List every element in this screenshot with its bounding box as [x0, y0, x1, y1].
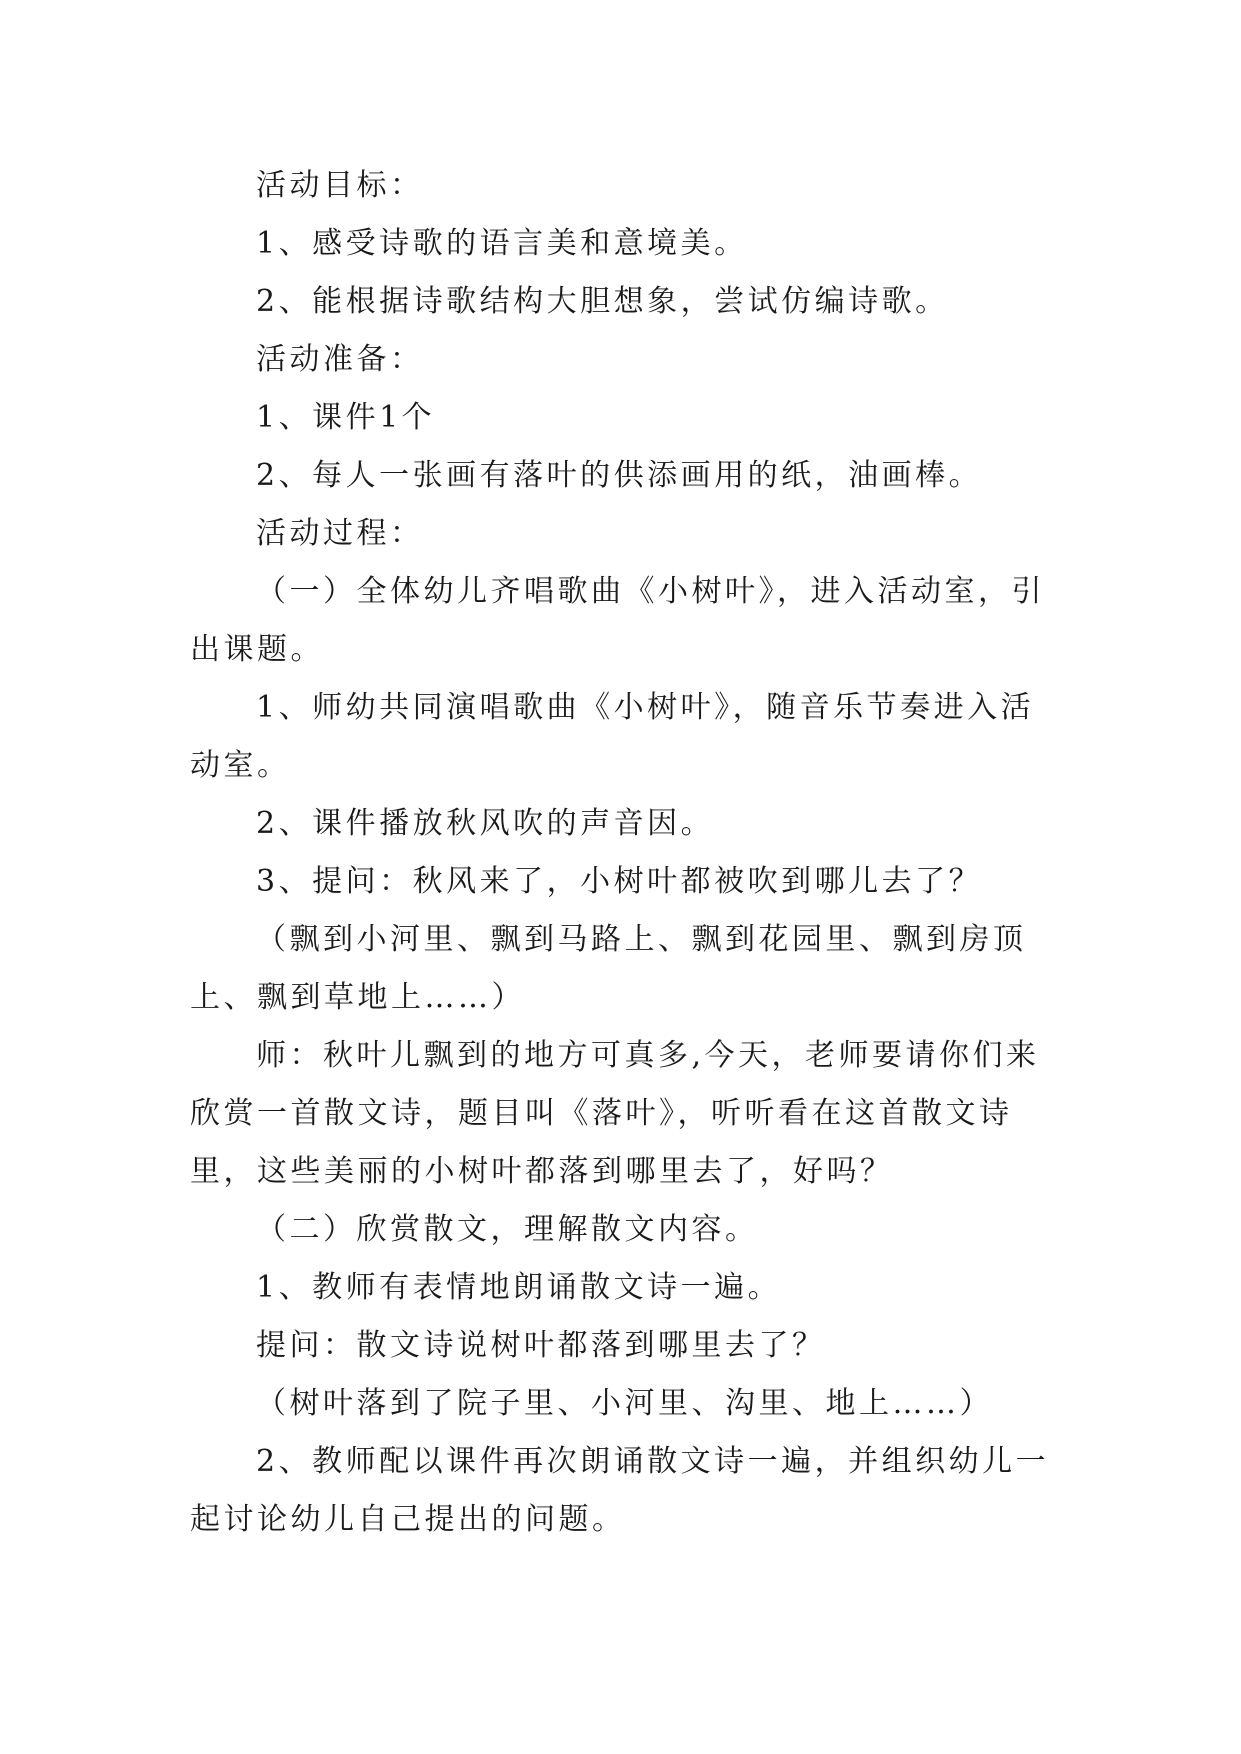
process-step-1-1: 1、师幼共同演唱歌曲《小树叶》，随音乐节奏进入活动室。 — [190, 690, 1035, 783]
process-step-1-3: 3、提问：秋风来了，小树叶都被吹到哪儿去了？ — [256, 864, 983, 899]
process-section-2: （二）欣赏散文，理解散文内容。 — [256, 1212, 759, 1247]
process-section-1: （一）全体幼儿齐唱歌曲《小树叶》，进入活动室，引出课题。 — [190, 574, 1045, 667]
process-answer-1: （飘到小河里、飘到马路上、飘到花园里、飘到房顶上、飘到草地上……） — [190, 922, 1027, 1015]
process-question-2: 提问：散文诗说树叶都落到哪里去了？ — [256, 1328, 826, 1363]
document-body — [190, 157, 1050, 1549]
process-step-1-2: 2、课件播放秋风吹的声音因。 — [256, 806, 715, 841]
heading-activity-preparation: 活动准备： — [256, 342, 424, 377]
teacher-speech: 师：秋叶儿飘到的地方可真多,今天，老师要请你们来欣赏一首散文诗，题目叫《落叶》，听听看在这首散文诗里，这些美丽的小树叶都落到哪里去了，好吗？ — [190, 1038, 1040, 1189]
goal-item-1: 1、感受诗歌的语言美和意境美。 — [256, 226, 748, 261]
goal-item-2: 2、能根据诗歌结构大胆想象，尝试仿编诗歌。 — [256, 284, 949, 319]
process-step-2-1: 1、教师有表情地朗诵散文诗一遍。 — [256, 1270, 782, 1305]
heading-activity-process: 活动过程： — [256, 516, 424, 551]
process-step-2-2: 2、教师配以课件再次朗诵散文诗一遍，并组织幼儿一起讨论幼儿自己提出的问题。 — [190, 1444, 1050, 1537]
preparation-item-2: 2、每人一张画有落叶的供添画用的纸，油画棒。 — [256, 458, 983, 493]
process-answer-2: （树叶落到了院子里、小河里、沟里、地上……） — [256, 1386, 993, 1421]
preparation-item-1: 1、课件1个 — [256, 400, 436, 435]
heading-activity-goals: 活动目标： — [256, 168, 424, 203]
